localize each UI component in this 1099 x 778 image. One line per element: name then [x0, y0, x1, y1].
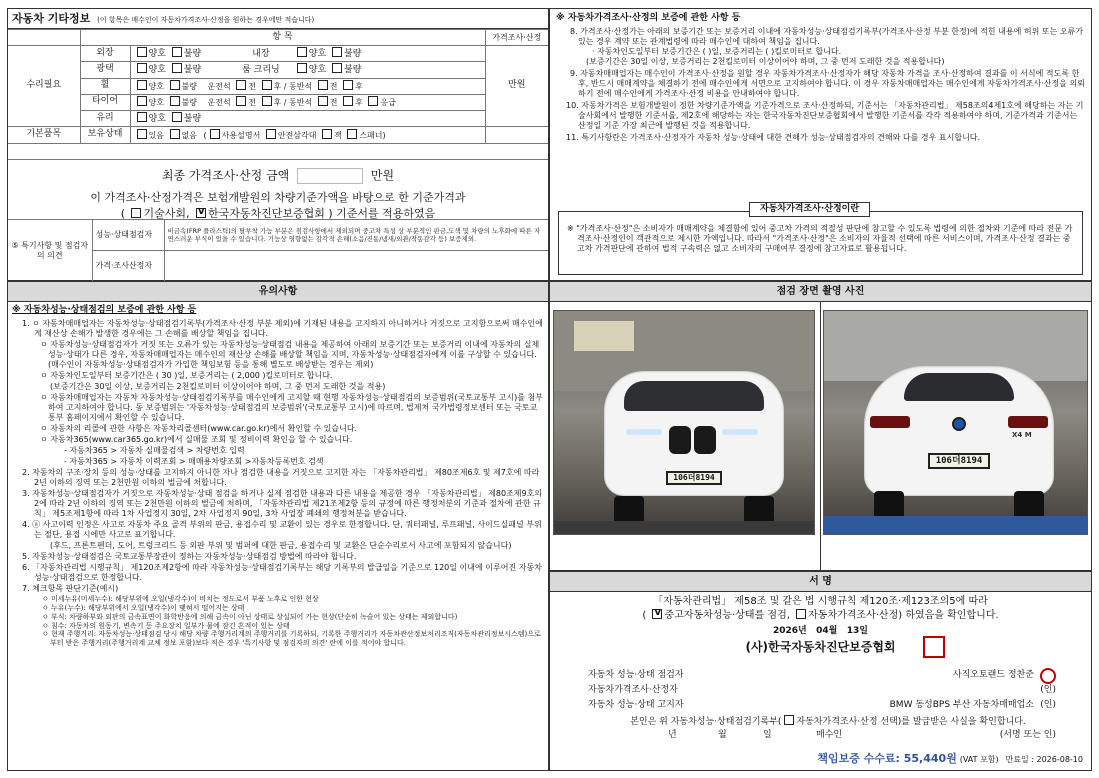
appraisal-title: ※ 자동차가격조사·산정의 보증에 관한 사항 등	[556, 13, 741, 23]
note-item: 5. 자동차성능·상태점검은 국토교통부장관이 정하는 자동차성능·상태점검 방법에 따라야 합니다.	[22, 552, 357, 562]
criteria-item: ㅇ 부식: 차량하부와 외판의 금속표면이 화학반응에 의해 금속이 아닌 상태로 상실되어 가는 현상(단순히 녹슬어 있는 상태는 제외합니다)	[42, 612, 458, 621]
basis-assoc-checkbox[interactable]	[196, 208, 206, 218]
items-none-checkbox[interactable]	[170, 129, 180, 139]
photo-section	[549, 281, 1092, 571]
col-item-header: 항 목	[80, 30, 485, 46]
tire-emergency-checkbox[interactable]	[368, 96, 378, 106]
note-item: 7. 체크항목 판단기준(예시)	[22, 584, 119, 594]
model-badge: X4 M	[1012, 431, 1032, 439]
appraisal-item-11: 11. 특기사항란은 가격조사·산정자가 자동차 성능·상태에 대한 견해가 성능·상태점검자의 견해와 다를 경우 표시합니다.	[566, 133, 981, 143]
inspection-photo-rear	[823, 310, 1088, 535]
association-seal	[923, 636, 945, 658]
basis-line: 이 가격조사·산정가격은 보험개발원의 차량기준가액을 바탕으로 한 기준가격과	[90, 191, 466, 204]
appraisal-check-label: 자동차가격조사·산정) 하였음을 확인합니다.	[808, 609, 999, 621]
interior-label: 내장	[252, 49, 270, 59]
license-plate-front: 106더8194	[666, 471, 722, 485]
glass-label: 유리	[80, 110, 130, 126]
appraisal-item-8-sub2: (보증기간은 30일 이상, 보증거리는 2천킬로미터 이상이어야 하며, 그 중 먼저 도래한 것을 적용합니다)	[586, 57, 945, 67]
other-info-table: 항 목 가격조사·산정 수리필요 외장 양호 불량 내장 양호 불량 만원 광택 양호 불량 룸 크리닝 양호 불량 휠 양호 불량 운전석 전 후 / 동반석 전 후 타이어 양호 불량 운전석 전 후 / 동반석 전 후 응급 유리 양호 불량 기본품목 보유상태 있음 없음 ( 사용설명서 안전삼각대 잭 스패너)	[8, 29, 548, 144]
note-item: ㅇ 자동차365(www.car365.go.kr)에서 실매물 조회 및 정비이력 확인을 할 수 있습니다.	[40, 435, 353, 445]
signer-row-notifier: 자동차 성능·상태 고지자 BMW 동성BPS 부산 자동차매매업소 (인)	[588, 700, 1056, 710]
tire-passenger-rear-checkbox[interactable]	[343, 96, 353, 106]
photo-header: 점검 장면 촬영 사진	[550, 282, 1091, 302]
signer-rows	[588, 670, 1068, 745]
appraiser-label: 가격·조사산정자	[92, 251, 164, 282]
fee-vat-note: (VAT 포함)	[959, 754, 999, 764]
criteria-list	[12, 595, 544, 648]
inspector-label: 성능·상태점검자	[92, 220, 164, 251]
glass-bad-checkbox[interactable]	[172, 112, 182, 122]
wheel-label: 휠	[80, 78, 130, 94]
notes-section	[7, 281, 549, 771]
notes-title: ※ 자동차성능·상태점검의 보증에 관한 사항 등	[12, 305, 197, 315]
inspection-photo-front	[553, 310, 815, 535]
guarantee-fee: 책임보증 수수료: 55,440원	[817, 751, 957, 765]
signer-row-inspector: 자동차 성능·상태 점검자 사직오토랜드 정찬준	[588, 670, 1068, 685]
association-name: (사)한국자동차진단보증협회	[745, 640, 896, 655]
criteria-item: ㅇ 현재 주행거리: 자동차성능·상태점검 당시 해당 차량 주행거리계의 주행거리를 기록하되, 기록한 주행거리가 자동차관산정보처리조직(자동차관리정보시스템)으로부터 받은 주행거리(주행거리계 교체 정보 포함)보다 적은 경우 '특기사항 및 점검자의 의견' 란에 이를 적어야 합니다.	[42, 630, 541, 647]
tire-front-checkbox[interactable]	[236, 96, 246, 106]
appraisal-item-8-sub: · 자동차인도일부터 보증기간은 ( )일, 보증거리는 ( )킬로미터로 합니다.	[592, 47, 842, 57]
basis-tech-checkbox[interactable]	[131, 208, 141, 218]
sign-date: 2026년 04월 13일	[773, 626, 868, 636]
basic-items-label: 기본품목	[8, 126, 80, 143]
criteria-item: ㅇ 침수: 자동차의 원동기, 변속기 등 주요장치 일부가 물에 잠긴 흔적이 있는 상태	[42, 621, 290, 630]
items-have-checkbox[interactable]	[137, 129, 147, 139]
cleaning-bad-checkbox[interactable]	[332, 63, 342, 73]
note-item: ㅇ 자동차의 리콜에 관한 사항은 자동차리콜센터(www.car.go.kr)에서 확인할 수 있습니다.	[40, 424, 358, 434]
gloss-bad-checkbox[interactable]	[172, 63, 182, 73]
inspection-checkbox[interactable]	[652, 609, 662, 619]
appraisal-item-9: 9. 자동차매매업자는 매수인이 가격조사·산정을 원할 경우 자동차가격조사·산정자가 해당 자동차 가격을 조사·산정하여 결과를 이 서식에 적도록 한 후, 반드시 매매계약을 체결하기 전에 매수인에게 서면으로 고지하여야 합니다. 이 경우 자동차매매업자는 매수인에게 자동차가격조사·산정을 의뢰하기 전에 매수인에게 가격조사·산정 비용을 안내하여야 합니다.	[570, 69, 1085, 99]
opinion-label: ⑤ 특기사항 및 점검자의 의견	[8, 220, 92, 282]
kidney-grille	[669, 426, 691, 454]
buyer-appraisal-checkbox[interactable]	[784, 715, 794, 725]
appraisal-guarantee-section	[549, 8, 1092, 281]
expiry-date: 만료일 : 2026-08-10	[1005, 754, 1083, 764]
glass-good-checkbox[interactable]	[137, 112, 147, 122]
exterior-label: 외장	[80, 46, 130, 62]
wheel-good-checkbox[interactable]	[137, 80, 147, 90]
buyer-label: 매수인	[816, 730, 843, 740]
inspector-note: 비금속(FRP 플라스틱)의 탈부착 가능 부분은 점검사항에서 제외되며 중고차 특성 상 부분적인 판금,도색 및 차량의 노후화에 따른 자연스러운 부식이 있을 수 있습니다. 기능상 영향없는 감각적 손해(소음/진동/냄새/외관/작동감각 등) 보증제외.	[164, 220, 548, 251]
room-cleaning-label: 룸 크리닝	[242, 65, 280, 76]
other-info-note: (이 항목은 매수인이 자동차가격조사·산정을 원하는 경우에만 적습니다)	[97, 16, 315, 24]
note-item: ㅇ 자동차성능·상태점검자가 거짓 또는 오류가 있는 자동차성능·상태점검 내용을 제공하여 아래의 보증기간 또는 보증거리 이내에 자동차의 실제 성능·상태가 다른 경우, 자동차매매업자는 매수인의 재산상 손해를 배상할 책임을 지며, 자동차성능·상태점검자에게 이를 구상할 수 있습니다.(매수인이 자동차성능·상태점검자가 가입한 책임보험 등을 통해 별도로 배상받는 경우는 제외)	[40, 340, 540, 370]
note-item: 6. 「자동차관리법 시행규칙」 제120조제2항에 따라 자동차성능·상태점검기록부는 해당 기록부의 발급일을 기준으로 120일 이내에 이루어진 자동차 성능·상태점검으로 한정합니다.	[22, 563, 542, 583]
criteria-item: ㅇ 누유(누수): 해당부위에서 오일(냉각수)이 맺혀서 떨어지는 상태	[42, 604, 245, 612]
final-price-block: 최종 가격조사·산정 금액 만원 이 가격조사·산정가격은 보험개발원의 차량기준가액을 바탕으로 한 기준가격과 ( 기술사회, v 한국자동차진단보증협회 ) 기준서를 적용하였음	[8, 159, 548, 219]
opinion-table	[8, 219, 548, 282]
interior-bad-checkbox[interactable]	[332, 47, 342, 57]
spanner-checkbox[interactable]	[347, 129, 357, 139]
triangle-checkbox[interactable]	[266, 129, 276, 139]
signature-section: 서 명 「자동차관리법」 제58조 및 같은 법 시행규칙 제120조·제123조의5에 따라 ( v 중고자동차성능·상태를 점검, 자동차가격조사·산정) 하였음을 확인합니다. 2026년 04월 13일 (사)한국자동차진단보증협회 자동차 성능·상태 점검자 사직오토랜드 정찬준 자동차가격조사·산정자 (인) 자동차 성능·상태 고지자 BMW 동성BPS 부산 자동차매매업소 (인) 본인은 위 자동차성능·상태점검기록부( 자동차가격조사·산정 선택)를 발급받은 사실을 확인합니다. 년 월 일 매수인 (서명 또는 인) 책임보증 수수료: 55,440원 (VAT 포함) 만료일 : 2026-08-10	[549, 571, 1092, 771]
appraisal-definition-box	[558, 204, 1083, 275]
basis-tech-label: 기술사회,	[143, 206, 190, 220]
buyer-confirm-line: 본인은 위 자동차성능·상태점검기록부( 자동차가격조사·산정 선택)를 발급받은 사실을 확인합니다.	[630, 717, 1026, 727]
inspector-seal	[1040, 668, 1056, 684]
appraisal-item-10: 10. 자동차가격은 보험개발원이 정한 차량기준가액을 기준가격으로 조사·산정하되, 기준서는 「자동차관리법」 제58조의4제1호에 해당하는 자는 기술사회에서 발행한 기준서를, 제2호에 해당하는 자는 한국자동차진단보증협회에서 발행한 기준서를 각각 적용하여야 하며, 기준가격과 기준서는 산정일 기준 가장 최근에 발행된 것을 적용합니다.	[566, 101, 1084, 131]
final-price-field[interactable]	[297, 168, 363, 184]
appraisal-definition-title: 자동차가격조사·산정이란	[749, 202, 870, 217]
repair-label: 수리필요	[8, 46, 80, 127]
jack-checkbox[interactable]	[322, 129, 332, 139]
manual-checkbox[interactable]	[210, 129, 220, 139]
tire-good-checkbox[interactable]	[137, 96, 147, 106]
criteria-item: ㅇ 미세누유(미세누수): 해당부위에 오일(냉각수)이 비치는 정도로서 부품 노후로 인한 현상	[42, 595, 319, 604]
gloss-good-checkbox[interactable]	[137, 63, 147, 73]
wheel-passenger-front-checkbox[interactable]	[318, 80, 328, 90]
tire-rear-checkbox[interactable]	[262, 96, 272, 106]
exterior-bad-checkbox[interactable]	[172, 47, 182, 57]
appraisal-item-8: 8. 가격조사·산정가는 아래의 보증기간 또는 보증거리 이내에 자동차성능·상태점검기록부(가격조사·산정 부분 한정)에 적힌 내용에 허위 또는 오류가 있는 경우 계약 또는 관계법령에 따라 매수인에 대하여 책임을 집니다.	[570, 27, 1084, 47]
inspection-check-label: 중고자동차성능·상태를 점검,	[664, 609, 790, 621]
note-item: 1. ㅇ 자동차매매업자는 자동차성능·상태점검기록부(가격조사·산정 부분 제외)에 기재된 내용을 고지하지 아니하거나 거짓으로 고지함으로써 매수인에게 재산상 손해가 발생한 경우에는 그 손해를 배상할 책임을 집니다.	[22, 319, 543, 339]
wheel-passenger-rear-checkbox[interactable]	[343, 80, 353, 90]
tire-label: 타이어	[80, 94, 130, 110]
note-item: 2. 자동차의 구조·장치 등의 성능·상태를 고지하지 아니한 자나 점검한 내용을 거짓으로 고지한 자는 「자동차관리법」 제80조제6호 및 제7호에 따라 2년 이하의 징역 또는 2천만원 이하의 벌금에 처합니다.	[22, 468, 540, 488]
note-item: ㅇ 자동차인도일부터 보증기간은 ( 30 )일, 보증거리는 ( 2,000 )킬로미터로 합니다.	[40, 371, 333, 381]
buyer-date-line: 년 월 일 매수인 (서명 또는 인)	[668, 730, 1056, 740]
license-plate-rear: 106더8194	[928, 453, 990, 469]
buyer-sign-field[interactable]: (서명 또는 인)	[999, 730, 1056, 740]
appraiser-note[interactable]	[164, 251, 548, 282]
other-info-title: 자동차 기타정보	[12, 12, 91, 25]
wheel-front-checkbox[interactable]	[236, 80, 246, 90]
interior-good-checkbox[interactable]	[297, 47, 307, 57]
final-price-label: 최종 가격조사·산정 금액	[161, 168, 290, 183]
other-info-title-row	[8, 9, 548, 29]
tire-passenger-front-checkbox[interactable]	[318, 96, 328, 106]
note-item: - 자동차365 > 자동차 이력조회 > 매매용차량조회 >자동차등록번호 검색	[64, 457, 324, 467]
notes-list	[12, 319, 544, 594]
wheel-bad-checkbox[interactable]	[170, 80, 180, 90]
signer-row-appraiser: 자동차가격조사·산정자 (인)	[588, 685, 1056, 695]
notes-header: 유의사항	[8, 282, 548, 302]
signature-header: 서 명	[550, 572, 1091, 592]
other-info-section	[7, 8, 549, 281]
note-item: 3. 자동차성능·상태점검자가 거짓으로 자동차성능·상태 점검을 하거나 실제 점검한 내용과 다른 내용을 제공한 경우 「자동차관리법」 제80조제9호의2에 따라 2년 이하의 징역 또는 2천만원 이하의 벌금에 처하며, 「자동차관리법 제21조제2항 등의 규정에 따른 행정처분의 기준과 절차에 관한 규칙」 제5조제1항에 따라 1차 사업정지 30일, 2차 사업정지 90일, 3차 사업장 폐쇄의 행정처분을 받습니다.	[22, 489, 543, 519]
final-price-unit: 만원	[370, 168, 395, 183]
appraisal-definition-text: ※ "가격조사·산정"은 소비자가 매매계약을 체결함에 있어 중고차 가격의 적절성 판단에 참고할 수 있도록 법령에 의한 절차와 기준에 따라 전문 가격조사·산정인이 객관적으로 제시한 가액입니다. 따라서 "가격조사·산정"은 소비자의 자율적 선택에 따른 서비스이며, 가격조사·산정 결과는 중고차 가격판단에 관하여 법적 구속력은 없고 소비자의 구매여부 결정에 참고자료로 활용됩니다.	[567, 224, 1073, 253]
note-item: 4. ⓐ 사고이력 인정은 사고로 자동차 주요 골격 부위의 판금, 용접수리 및 교환이 있는 경우로 한정합니다. 단, 쿼터패널, 루프패널, 사이드실패널 부위는 절단, 용접 시에만 사고로 표기합니다.	[22, 520, 542, 540]
tire-bad-checkbox[interactable]	[170, 96, 180, 106]
fee-line	[817, 752, 1083, 766]
bmw-logo	[952, 417, 966, 431]
price-unit: 만원	[485, 46, 548, 127]
cleaning-good-checkbox[interactable]	[297, 63, 307, 73]
col-price-header: 가격조사·산정	[485, 30, 548, 46]
law-line: 「자동차관리법」 제58조 및 같은 법 시행규칙 제120조·제123조의5에 따라	[653, 596, 988, 607]
note-item: (보증기간은 30일 이상, 보증거리는 2천킬로미터 이상이어야 하며, 그 중 먼저 도래한 것을 적용)	[50, 382, 386, 392]
note-item: - 자동차365 > 자동차 실매물검색 > 차량번호 입력	[64, 446, 245, 456]
keep-status-label: 보유상태	[80, 126, 130, 143]
exterior-good-checkbox[interactable]	[137, 47, 147, 57]
appraisal-checkbox[interactable]	[796, 609, 806, 619]
gloss-label: 광택	[80, 62, 130, 78]
basis-assoc-label: 한국자동차진단보증협회	[208, 206, 325, 220]
note-item: ㅇ 자동차매매업자는 자동차 자동차성능·상태점검기록부를 매수인에게 고지할 때 현행 자동차성능·상태점검의 보증범위(국토교통부 고시)를 첨부하여 고지하여야 합니다. 동 보증범위는 '자동차성능·상태점검의 보증범위'(국토교통부 고시)에 따르며, 법제처 국가법령정보센터 또는 국토교통부 홈페이지에서 확인할 수 있습니다.	[40, 393, 543, 423]
wheel-rear-checkbox[interactable]	[262, 80, 272, 90]
note-item: (후드, 프론트펜더, 도어, 트렁크리드 등 외판 부위 및 범퍼에 대한 판금, 용접수리 및 교환은 단순수리로서 사고에 포함되지 않습니다)	[50, 541, 512, 551]
